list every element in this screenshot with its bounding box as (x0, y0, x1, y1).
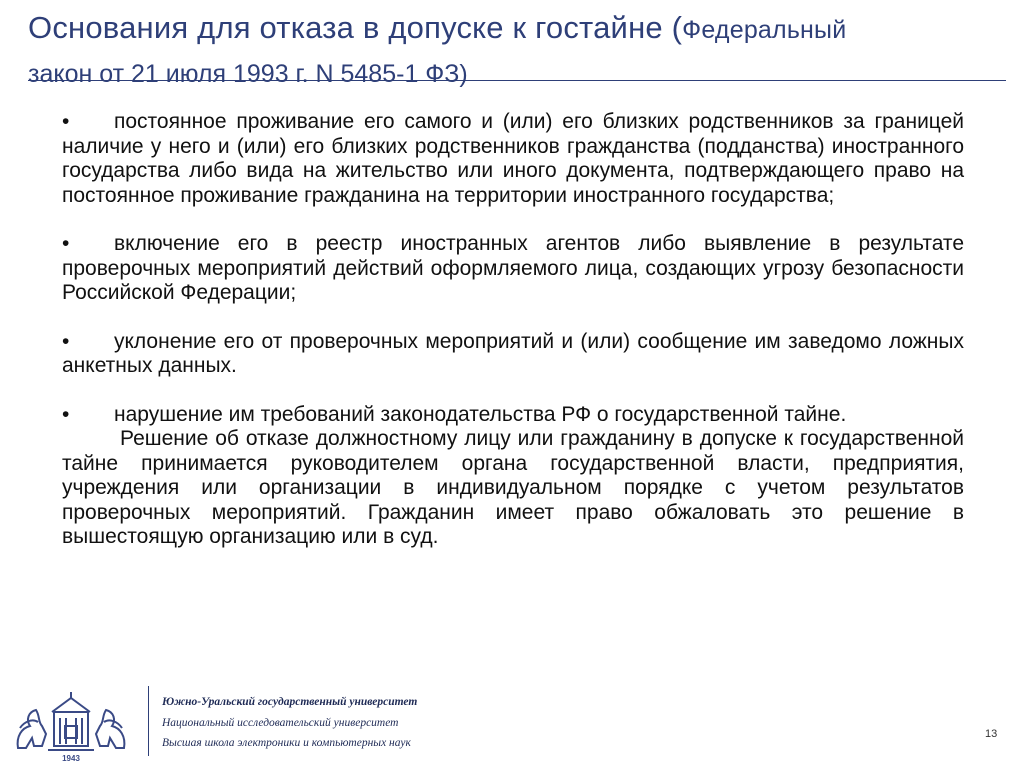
bullet-text: постоянное проживание его самого и (или) его близких родственников за границей наличие у него и (или) его близких родственников гражданства (подданства) иностранного государства либо вида на жительство или иного документа, подтверждающего право на постоянное проживание гражданина на территории иностранного государства; (62, 110, 964, 207)
title-line-2: закон от 21 июля 1993 г. N 5485-1 ФЗ) (28, 60, 468, 88)
bullet-text: уклонение его от проверочных мероприятий и (или) сообщение им заведомо ложных анкетных данных. (62, 329, 964, 377)
bullet-item (62, 232, 964, 306)
bullet-marker: • (62, 329, 70, 353)
footer-divider (148, 686, 149, 756)
page-number: 13 (985, 728, 998, 740)
bullet-marker: • (62, 402, 70, 426)
bullet-text: включение его в реестр иностранных агентов либо выявление в результате проверочных мероприятий действий оформляемого лица, создающих угрозу безопасности Российской Федерации; (62, 232, 964, 304)
logo-year: 1943 (62, 754, 80, 763)
bullet-item (62, 110, 964, 208)
bullet-marker: • (62, 110, 70, 133)
title-small: Федеральный (682, 16, 847, 44)
school-name: Высшая школа электроники и компьютерных наук (162, 737, 411, 749)
slide-footer (0, 678, 1024, 767)
university-name: Южно-Уральский государственный университет (162, 696, 418, 708)
title-line-1 (28, 8, 1003, 50)
title-main: Основания для отказа в допуске к гостайне ( (28, 10, 683, 45)
title-underline (28, 80, 1006, 81)
bullet-item (62, 403, 964, 428)
university-status: Национальный исследовательский университет (162, 717, 399, 729)
bullet-text: нарушение им требований законодательства РФ о государственной тайне. (114, 402, 847, 426)
bullet-item (62, 330, 964, 379)
bullet-marker: • (62, 232, 70, 255)
university-logo (12, 688, 130, 764)
conclusion-paragraph: Решение об отказе должностному лицу или гражданину в допуске к государственной тайне принимается руководителем органа государственной власти, предприятия, учреждения или организации в индивидуальном порядке с учетом результатов проверочных мероприятий. Гражданин имеет право обжаловать это решение в вышестоящую организацию или в суд. (62, 427, 964, 548)
slide-body (62, 110, 964, 550)
